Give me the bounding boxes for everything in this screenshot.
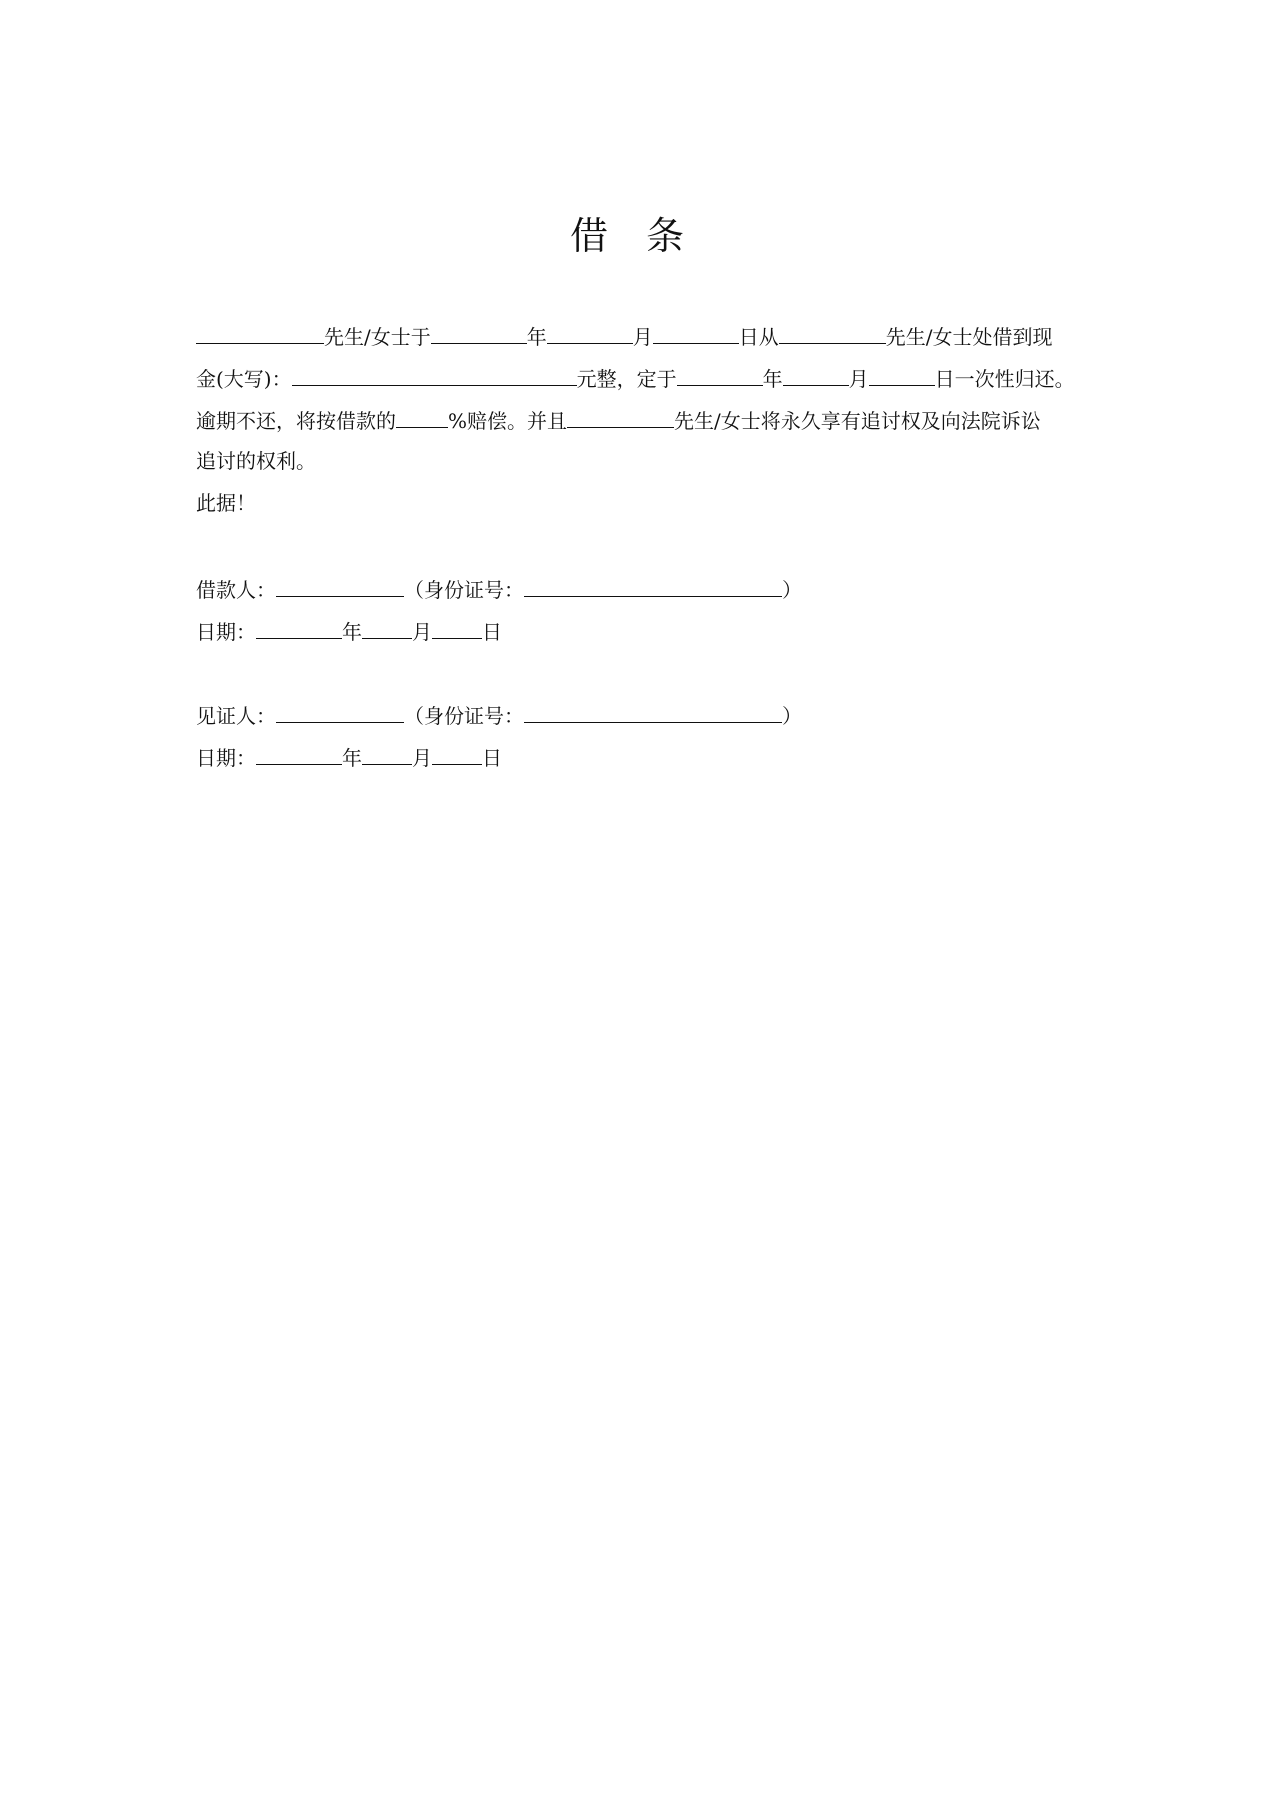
witness-id-blank[interactable] bbox=[524, 700, 782, 723]
borrow-year-blank[interactable] bbox=[431, 321, 527, 344]
amount-blank[interactable] bbox=[292, 363, 577, 386]
text: 金(大写)： bbox=[196, 367, 292, 391]
return-day-blank[interactable] bbox=[869, 363, 935, 386]
date-label: 日期： bbox=[196, 620, 256, 644]
text: 月 bbox=[412, 746, 432, 770]
witness-label: 见证人： bbox=[196, 704, 276, 728]
witness-line bbox=[196, 700, 802, 728]
text: 日 bbox=[482, 620, 502, 644]
document-title: 借条 bbox=[569, 214, 722, 258]
witness-date-line bbox=[196, 742, 502, 770]
id-label: （身份证号： bbox=[404, 704, 524, 728]
witness-year-blank[interactable] bbox=[256, 742, 342, 765]
borrow-month-blank[interactable] bbox=[547, 321, 633, 344]
body-line-4: 追讨的权利。 bbox=[196, 449, 316, 473]
text: 月 bbox=[848, 367, 869, 391]
return-month-blank[interactable] bbox=[783, 363, 849, 386]
id-label: （身份证号： bbox=[404, 578, 524, 602]
text: 逾期不还，将按借款的 bbox=[196, 409, 396, 433]
text: 日一次性归还。 bbox=[934, 367, 1075, 391]
borrower-label: 借款人： bbox=[196, 578, 276, 602]
text: 先生/女士于 bbox=[324, 325, 431, 349]
borrower-line bbox=[196, 574, 802, 602]
text: 年 bbox=[342, 746, 362, 770]
borrower-day-blank[interactable] bbox=[432, 616, 482, 639]
text: ） bbox=[782, 704, 802, 728]
witness-day-blank[interactable] bbox=[432, 742, 482, 765]
body-line-1 bbox=[196, 321, 1053, 349]
date-label: 日期： bbox=[196, 746, 256, 770]
creditor-name-blank[interactable] bbox=[779, 321, 886, 344]
body-line-5: 此据！ bbox=[196, 491, 256, 515]
text: 元整，定于 bbox=[576, 367, 677, 391]
text: 年 bbox=[762, 367, 783, 391]
body-line-2 bbox=[196, 363, 1075, 391]
text: 先生/女士处借到现 bbox=[885, 325, 1053, 349]
text: 年 bbox=[342, 620, 362, 644]
text: ） bbox=[782, 578, 802, 602]
text: 年 bbox=[526, 325, 547, 349]
lender-name-blank[interactable] bbox=[196, 321, 324, 344]
return-year-blank[interactable] bbox=[677, 363, 763, 386]
borrower-date-line bbox=[196, 616, 502, 644]
body-line-3 bbox=[196, 405, 1041, 433]
borrow-day-blank[interactable] bbox=[653, 321, 739, 344]
text: 先生/女士将永久享有追讨权及向法院诉讼 bbox=[674, 409, 1041, 433]
borrower-month-blank[interactable] bbox=[362, 616, 412, 639]
text: 月 bbox=[632, 325, 653, 349]
penalty-percent-blank[interactable] bbox=[396, 405, 448, 428]
borrower-year-blank[interactable] bbox=[256, 616, 342, 639]
creditor-name-blank-2[interactable] bbox=[567, 405, 674, 428]
text: 日 bbox=[482, 746, 502, 770]
text: 月 bbox=[412, 620, 432, 644]
text: 日从 bbox=[738, 325, 779, 349]
text: %赔偿。并且 bbox=[448, 409, 568, 433]
borrower-id-blank[interactable] bbox=[524, 574, 782, 597]
witness-name-blank[interactable] bbox=[276, 700, 404, 723]
borrower-name-blank[interactable] bbox=[276, 574, 404, 597]
witness-month-blank[interactable] bbox=[362, 742, 412, 765]
